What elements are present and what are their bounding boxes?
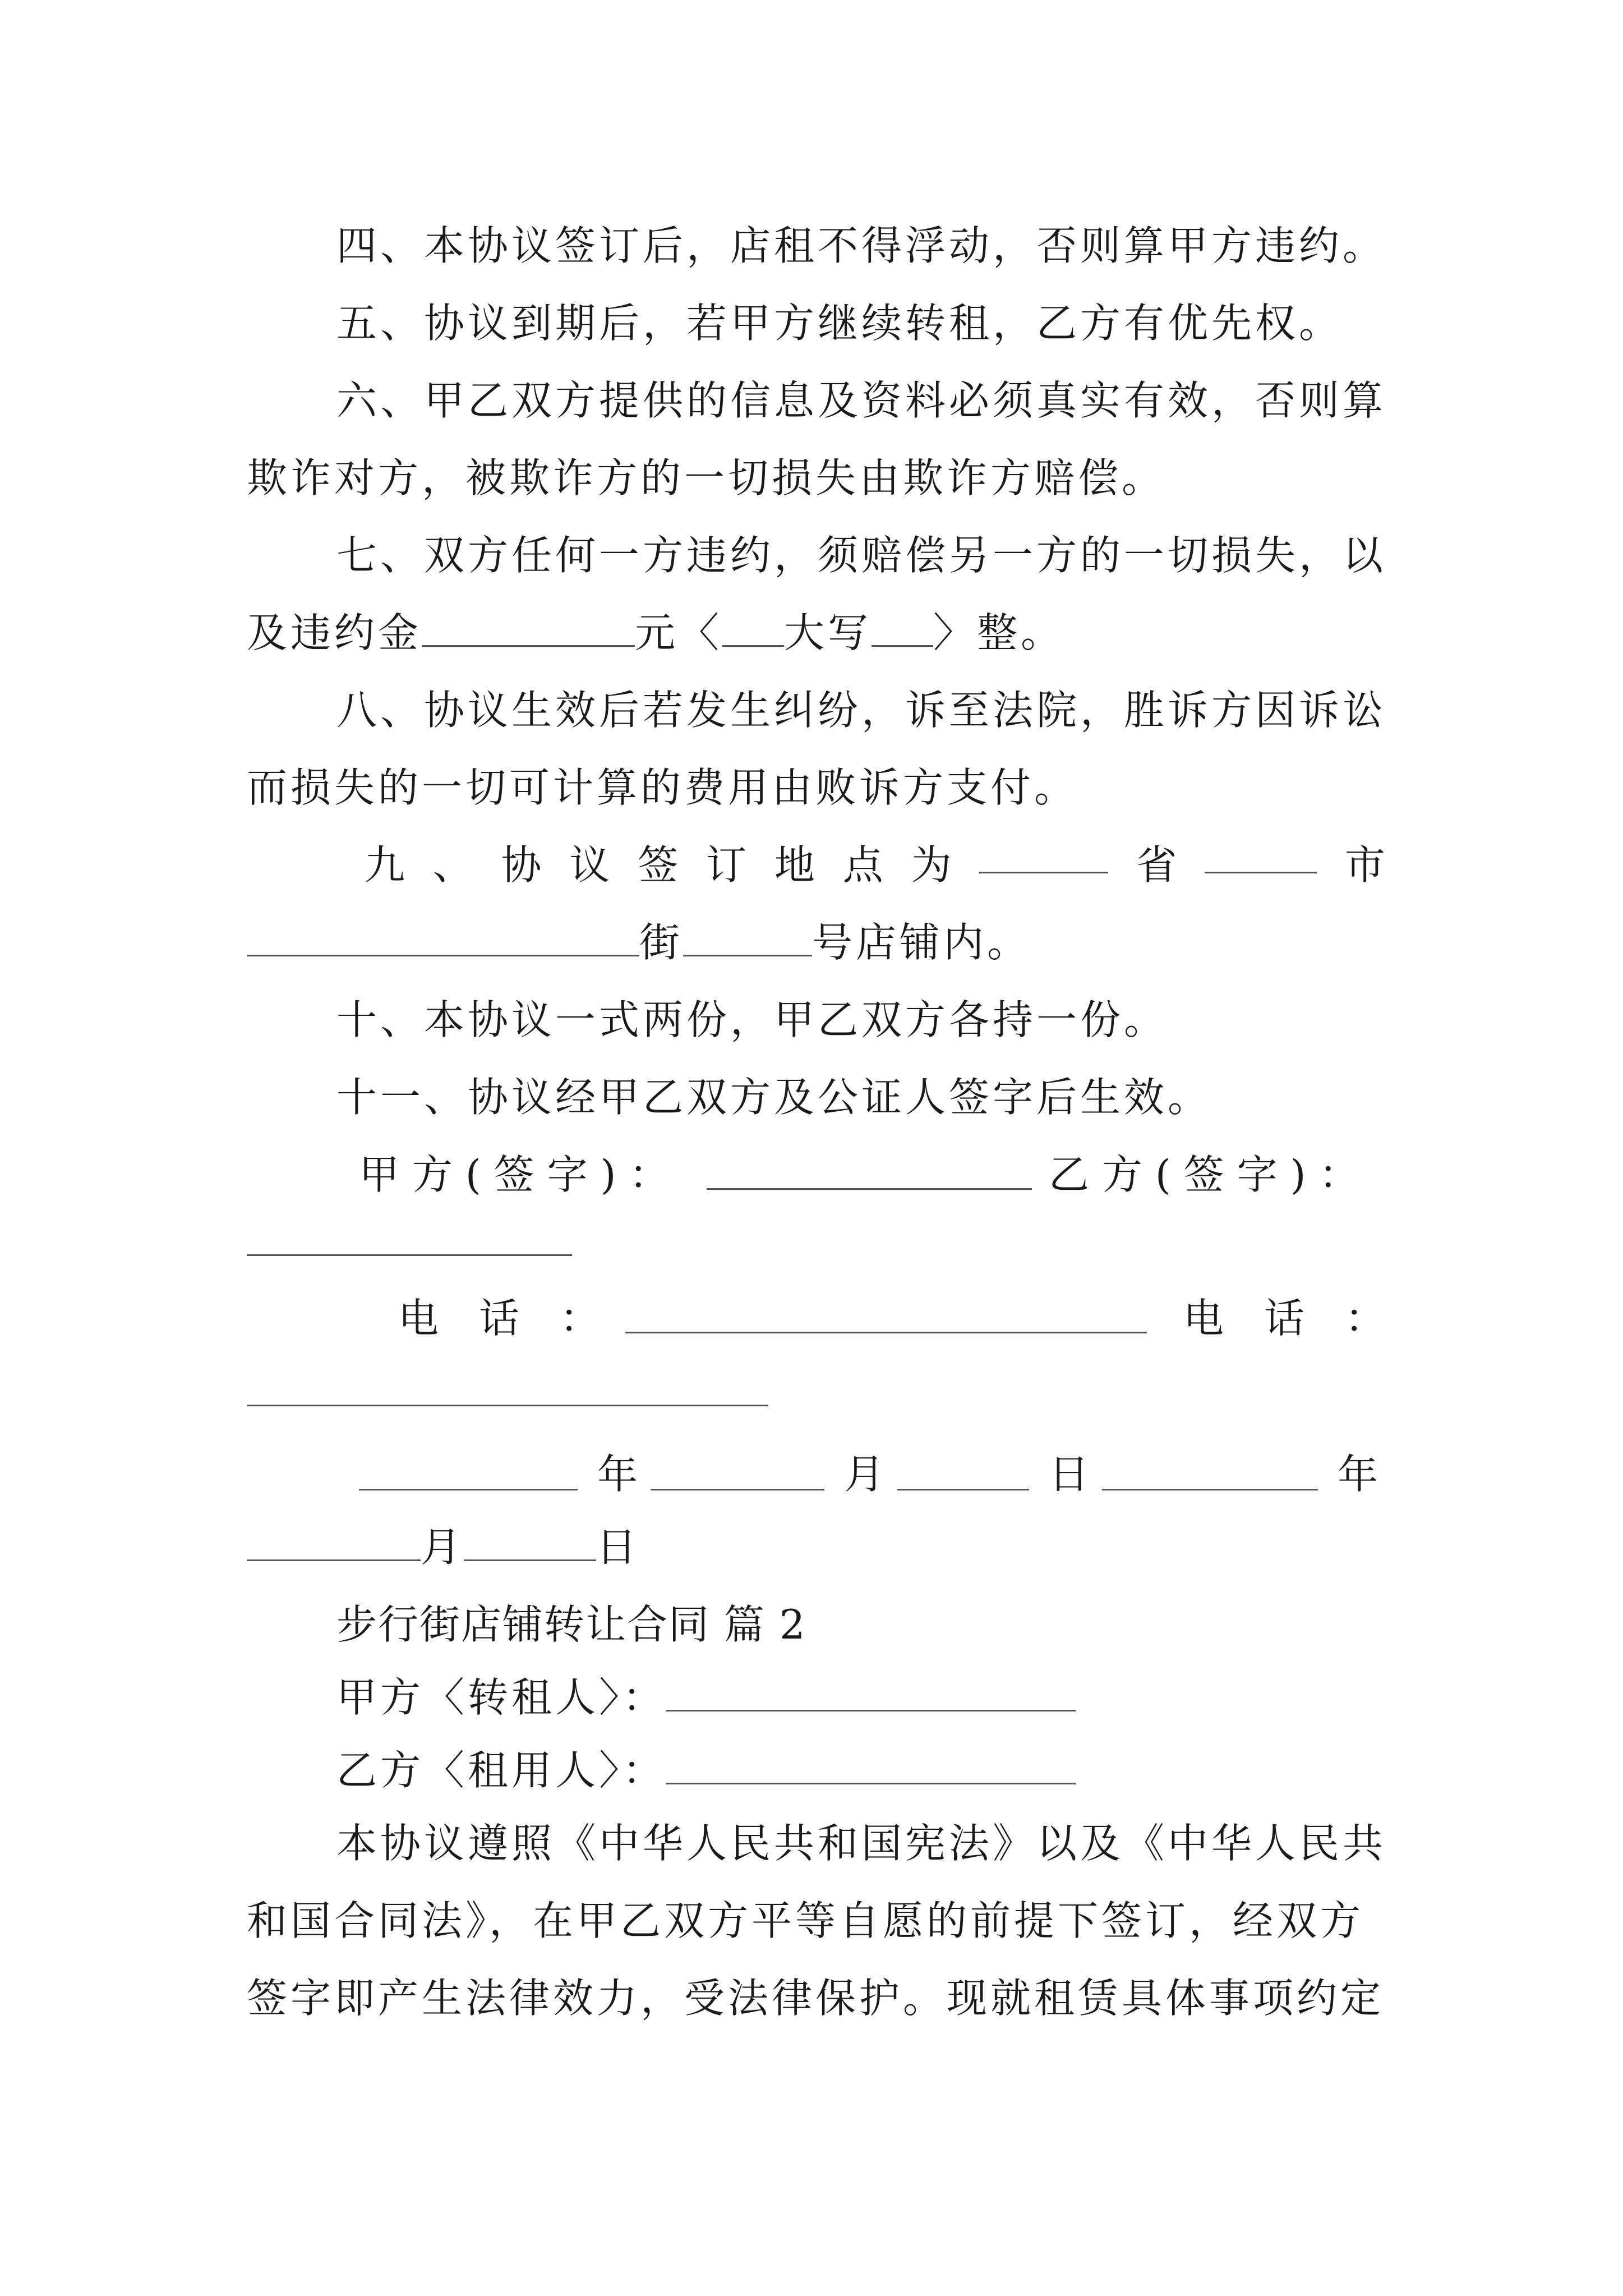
city-blank[interactable] (1205, 827, 1317, 873)
clause-7-line-1: 七、双方任何一方违约，须赔偿另一方的一切损失，以 (336, 532, 1387, 579)
party-a-day-label: 日 (1049, 1451, 1093, 1498)
clause-9-line-2 (247, 904, 1031, 981)
clause-8-line-2: 而损失的一切可计算的费用由败诉方支付。 (247, 764, 1078, 811)
party-b-phone-label: 电 话 ： (1183, 1295, 1386, 1342)
clause-9-char: 为 (911, 841, 952, 889)
clause-9-char: 协 (501, 841, 542, 889)
clause-9-char: 、 (432, 841, 473, 889)
clause-9-suffix: 号店铺内。 (812, 919, 1031, 966)
clause-11: 十一、协议经甲乙双方及公证人签字后生效。 (336, 1074, 1212, 1121)
party-a-phone-blank[interactable] (625, 1332, 1147, 1333)
section-2-intro-line-1: 本协议遵照《中华人民共和国宪法》以及《中华人民共 (336, 1820, 1387, 1867)
party-a-signature-label: 甲 方 ( 签 字 ) ： (359, 1151, 670, 1198)
clause-4: 四、本协议签订后，店租不得浮动，否则算甲方违约。 (336, 222, 1387, 269)
clause-6-line-1: 六、甲乙双方提供的信息及资料必须真实有效，否则算 (336, 377, 1387, 424)
party-a-month-blank[interactable] (651, 1489, 824, 1490)
party-a-year-label: 年 (597, 1451, 642, 1498)
party-a-year-blank[interactable] (359, 1489, 578, 1490)
party-a-phone-label: 电 话 ： (398, 1295, 601, 1342)
party-b-day-label: 日 (596, 1524, 640, 1571)
clause-9-char: 地 (774, 841, 815, 889)
clause-7-text-a: 及违约金 (247, 609, 422, 656)
section-2-party-b-blank[interactable] (666, 1738, 1076, 1784)
clause-9-char: 九 (364, 841, 405, 889)
clause-7-line-2 (247, 595, 1064, 671)
clause-8-line-1: 八、协议生效后若发生纠纷，诉至法院，胜诉方因诉讼 (336, 687, 1387, 734)
party-b-month-blank[interactable] (247, 1515, 421, 1561)
party-b-year-label: 年 (1338, 1451, 1382, 1498)
party-b-signature-blank[interactable] (247, 1254, 572, 1256)
clause-6-line-2: 欺诈对方，被欺诈方的一切损失由欺诈方赔偿。 (247, 454, 1166, 501)
party-b-signature-label: 乙 方 ( 签 字 ) ： (1049, 1151, 1359, 1198)
section-2-intro-line-3: 签字即产生法律效力，受法律保护。现就租赁具体事项约定 (247, 1975, 1385, 2022)
section-2-party-b-line (336, 1732, 1076, 1809)
street-blank[interactable] (247, 910, 639, 956)
clause-9-char: 点 (842, 841, 883, 889)
section-2-party-a-line (336, 1659, 1076, 1736)
clause-9-char: 签 (638, 841, 679, 889)
penalty-capital-blank-right[interactable] (872, 600, 933, 647)
party-b-year-blank[interactable] (1102, 1489, 1318, 1490)
party-a-signature-blank[interactable] (707, 1188, 1032, 1190)
number-blank[interactable] (683, 910, 812, 956)
clause-9-province: 省 (1136, 841, 1177, 889)
section-2-intro-line-2: 和国合同法》，在甲乙双方平等自愿的前提下签订，经双方 (247, 1897, 1364, 1944)
party-b-day-blank[interactable] (464, 1515, 596, 1561)
section-2-heading: 步行街店铺转让合同 篇 2 (336, 1601, 806, 1648)
penalty-capital-blank-left[interactable] (722, 600, 784, 647)
clause-9-line-1 (247, 827, 1385, 903)
section-2-party-a-label: 甲方〈转租人〉： (336, 1674, 667, 1721)
clause-9-char: 议 (569, 841, 610, 889)
party-a-day-blank[interactable] (897, 1489, 1029, 1490)
clause-10: 十、本协议一式两份，甲乙双方各持一份。 (336, 996, 1168, 1043)
party-b-phone-blank[interactable] (247, 1405, 768, 1406)
clause-7-text-b: 元〈 (635, 609, 723, 656)
party-b-month-label: 月 (421, 1524, 465, 1571)
penalty-amount-blank[interactable] (422, 600, 635, 647)
clause-9-street: 街 (639, 919, 684, 966)
party-b-date-line (247, 1509, 640, 1585)
clause-5: 五、协议到期后，若甲方继续转租，乙方有优先权。 (336, 300, 1343, 347)
clause-7-text-d: 〉整。 (933, 609, 1065, 656)
clause-9-char: 订 (706, 841, 747, 889)
clause-9-city: 市 (1344, 841, 1385, 889)
province-blank[interactable] (979, 827, 1108, 873)
party-a-month-label: 月 (844, 1451, 888, 1498)
section-2-party-a-blank[interactable] (666, 1665, 1076, 1711)
section-2-party-b-label: 乙方〈租用人〉： (336, 1747, 667, 1794)
clause-7-text-c: 大写 (784, 609, 872, 656)
